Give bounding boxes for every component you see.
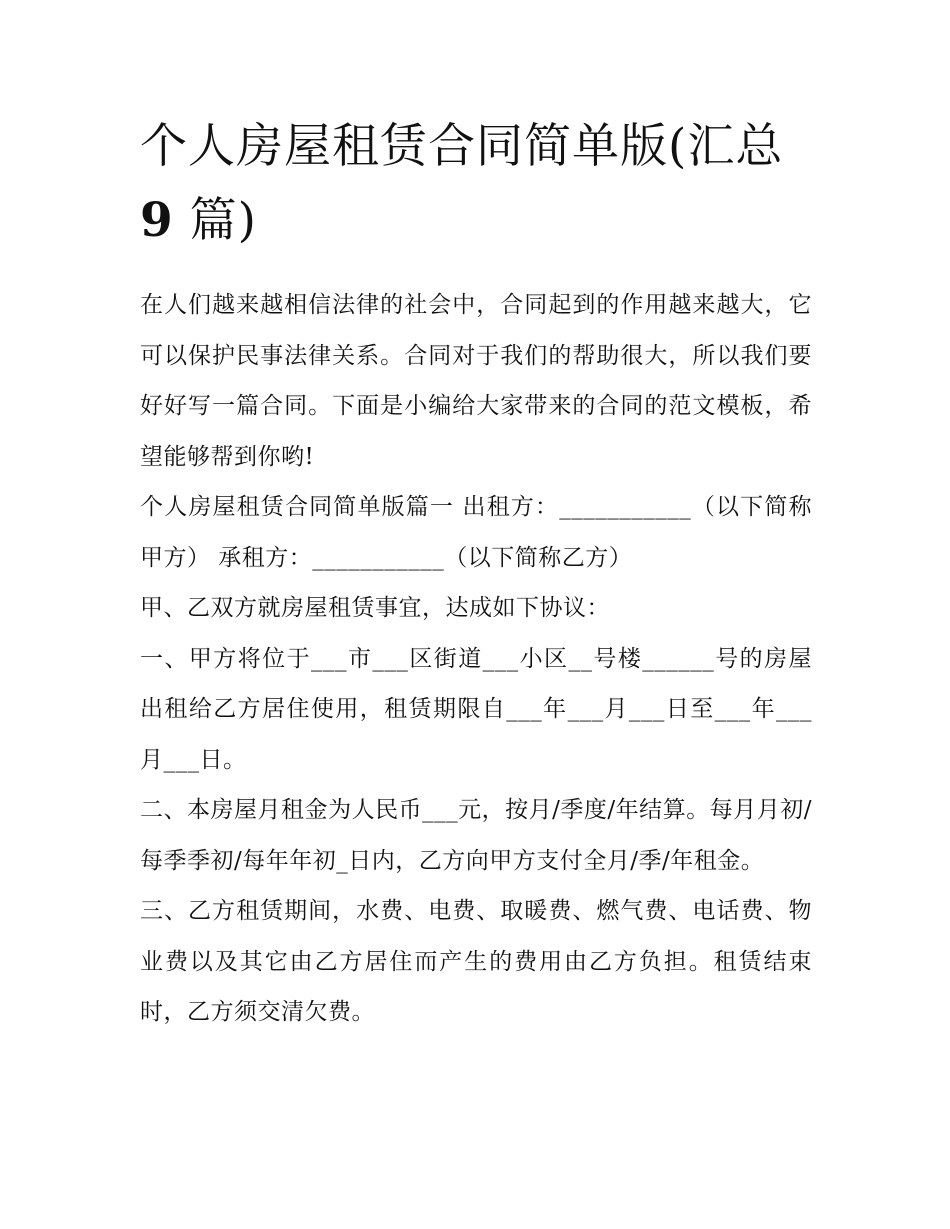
- parties-paragraph: 个人房屋租赁合同简单版篇一 出租方：___________（以下简称甲方） 承租方：___________（以下简称乙方）: [140, 494, 812, 571]
- clause-2-paragraph: 二、本房屋月租金为人民币___元，按月/季度/年结算。每月月初/每季季初/每年年初_日内，乙方向甲方支付全月/季/年租金。: [140, 797, 812, 874]
- title-suffix: 篇): [173, 193, 257, 248]
- document-title: [140, 110, 812, 258]
- intro-paragraph: 在人们越来越相信法律的社会中，合同起到的作用越来越大，它可以保护民事法律关系。合同对于我们的帮助很大，所以我们要好好写一篇合同。下面是小编给大家带来的合同的范文模板，希望能够帮到你哟!: [140, 292, 812, 470]
- title-count: 9: [140, 193, 174, 248]
- document-body: [140, 280, 812, 1038]
- clause-1-paragraph: 一、甲方将位于___市___区街道___小区__号楼______号的房屋出租给乙方居住使用，租赁期限自___年___月___日至___年___月___日。: [140, 645, 813, 773]
- document-page: [140, 110, 812, 1038]
- title-text: 个人房屋租赁合同简单版(汇总: [140, 119, 784, 174]
- clause-3-paragraph: 三、乙方租赁期间，水费、电费、取暖费、燃气费、电话费、物业费以及其它由乙方居住而产生的费用由乙方负担。租赁结束时，乙方须交清欠费。: [140, 898, 812, 1025]
- agreement-paragraph: 甲、乙双方就房屋租赁事宜，达成如下协议：: [140, 595, 610, 621]
